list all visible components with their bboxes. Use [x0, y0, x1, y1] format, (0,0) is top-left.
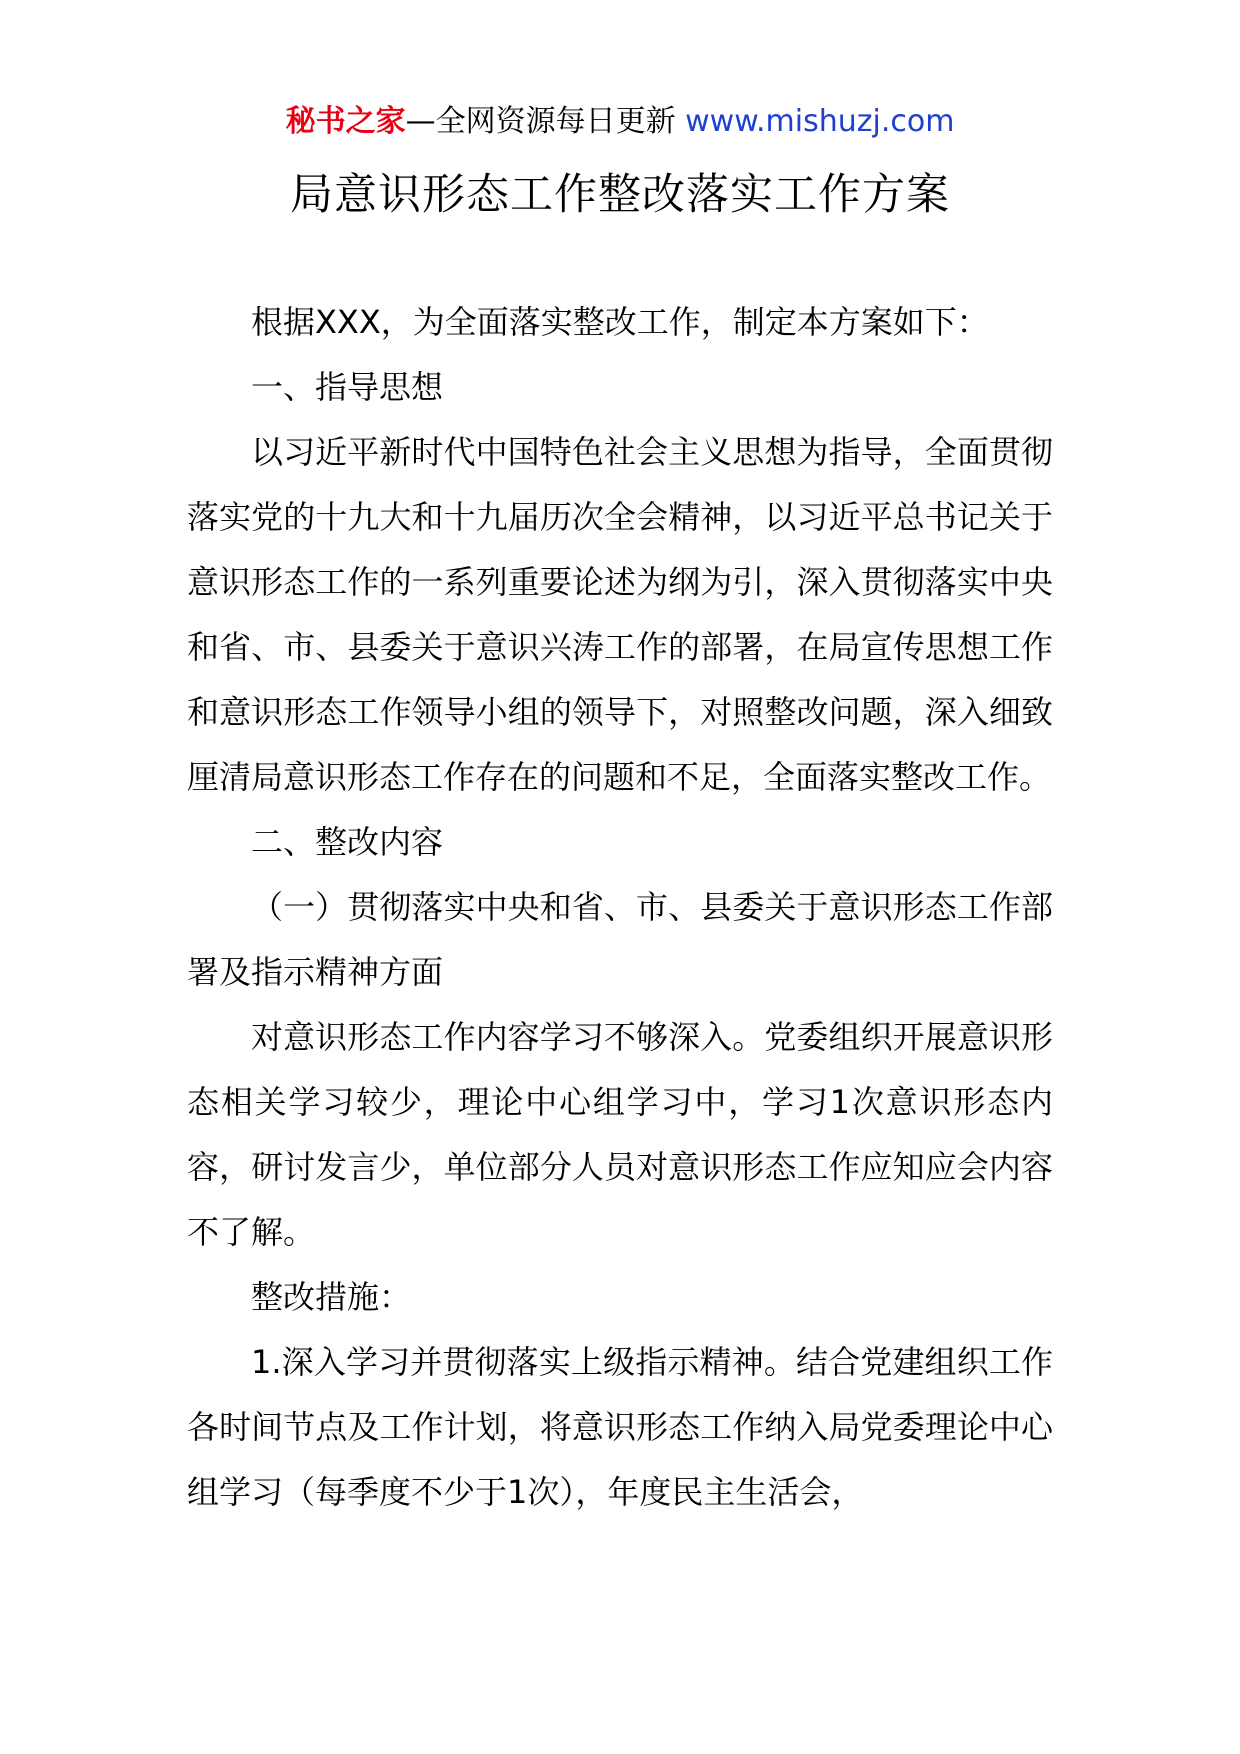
- site-url-link[interactable]: www.mishuzj.com: [685, 104, 955, 139]
- document-body: [187, 290, 1053, 1525]
- problem-paragraph: 对意识形态工作内容学习不够深入。党委组织开展意识形态相关学习较少，理论中心组学习中，学习1次意识形态内容，研讨发言少，单位部分人员对意识形态工作应知应会内容不了解。: [187, 1018, 1053, 1251]
- measures-label: 整改措施：: [251, 1278, 412, 1316]
- subsection-heading-one: （一）贯彻落实中央和省、市、县委关于意识形态工作部署及指示精神方面: [187, 888, 1053, 991]
- measure-item-1: 1.深入学习并贯彻落实上级指示精神。结合党建组织工作各时间节点及工作计划，将意识形态工作纳入局党委理论中心组学习（每季度不少于1次），年度民主生活会，: [187, 1343, 1053, 1511]
- site-header: [0, 102, 1240, 142]
- site-tagline: —全网资源每日更新: [405, 104, 676, 139]
- brand-name: 秘书之家: [285, 104, 406, 139]
- document-title: 局意识形态工作整改落实工作方案: [290, 170, 950, 220]
- guiding-ideology-paragraph: 以习近平新时代中国特色社会主义思想为指导，全面贯彻落实党的十九大和十九届历次全会精神，以习近平总书记关于意识形态工作的一系列重要论述为纲为引，深入贯彻落实中央和省、市、县委关于意识兴涛工作的部署，在局宣传思想工作和意识形态工作领导小组的领导下，对照整改问题，深入细致厘清局意识形态工作存在的问题和不足，全面落实整改工作。: [187, 433, 1053, 796]
- intro-paragraph: 根据XXX，为全面落实整改工作，制定本方案如下：: [251, 303, 989, 341]
- section-heading-guiding-ideology: 一、指导思想: [251, 368, 444, 406]
- section-heading-rectification-content: 二、整改内容: [251, 823, 444, 861]
